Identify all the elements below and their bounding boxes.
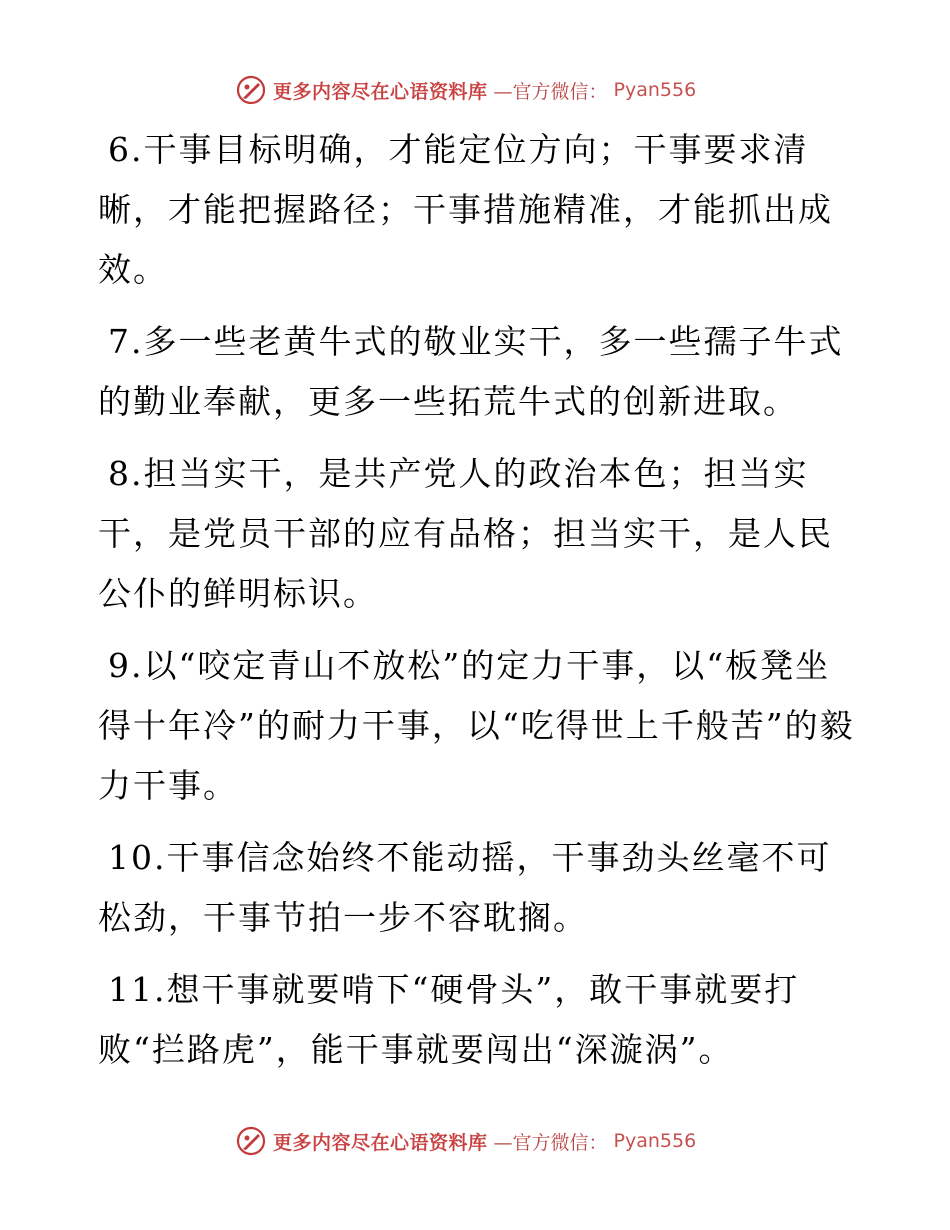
quill-logo-icon [235,1125,267,1157]
paragraph-text: 担当实干，是共产党人的政治本色；担当实干，是党员干部的应有品格；担当实干，是人民公仆的鲜明标识。 [98,454,833,613]
watermark-suffix: —官方微信： [493,1131,608,1154]
paragraph-number: 6. [108,130,144,169]
paragraph-number: 11. [108,970,167,1009]
watermark-suffix: —官方微信： [493,80,608,103]
paragraph-number: 9. [108,646,144,685]
paragraph-9 [98,636,858,816]
paragraph-text: 干事目标明确，才能定位方向；干事要求清晰，才能把握路径；干事措施精准，才能抓出成效。 [98,130,833,289]
paragraph-10 [98,828,858,948]
paragraph-text: 干事信念始终不能动摇，干事劲头丝毫不可松劲，干事节拍一步不容耽搁。 [98,838,832,937]
paragraph-7 [98,312,858,432]
paragraph-number: 8. [108,454,144,493]
paragraph-number: 10. [108,838,167,877]
quill-logo-icon [235,74,267,106]
paragraph-text: 以“咬定青山不放松”的定力干事，以“板凳坐得十年冷”的耐力干事，以“吃得世上千般苦”的毅力干事。 [98,646,855,805]
paragraph-8 [98,444,858,624]
footer-watermark [235,1123,696,1159]
paragraph-text: 多一些老黄牛式的敬业实干，多一些孺子牛式的勤业奉献，更多一些拓荒牛式的创新进取。 [98,322,844,421]
watermark-wechat-id: Pyan556 [613,79,697,101]
document-body [98,120,858,1092]
watermark-wechat-id: Pyan556 [613,1130,697,1152]
paragraph-6 [98,120,858,300]
watermark-prefix: 更多内容尽在心语资料库 [273,1131,488,1154]
paragraph-11 [98,960,858,1080]
paragraph-text: 想干事就要啃下“硬骨头”，敢干事就要打败“拦路虎”，能干事就要闯出“深漩涡”。 [98,970,800,1069]
watermark-prefix: 更多内容尽在心语资料库 [273,80,488,103]
header-watermark [235,72,696,108]
paragraph-number: 7. [108,322,144,361]
